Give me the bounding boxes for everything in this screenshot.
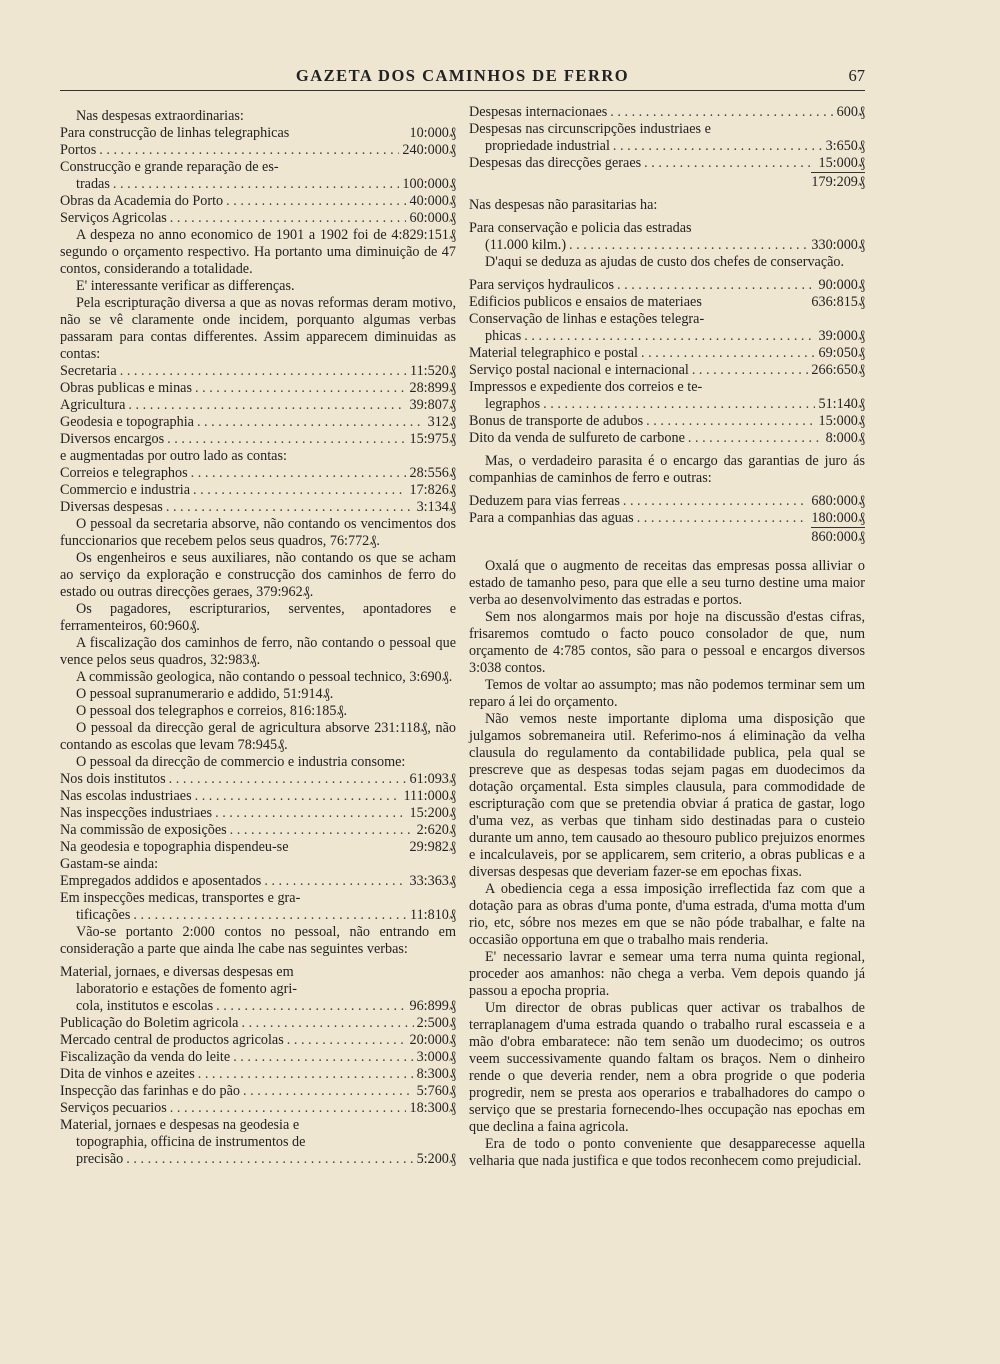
leader-dots	[610, 104, 833, 121]
total-value: 860:000₰	[811, 529, 865, 545]
page-number: 67	[848, 66, 865, 85]
leader-dots	[226, 193, 406, 210]
decreased-accounts-list	[60, 363, 456, 448]
leader-dots	[195, 380, 406, 397]
paragraph: Um director de obras publicas quer activar os trabalhos de terraplanagem d'uma estrada quando o trabalho rural escasseia e a mão d'obra embaratece: não tem senão um duodecimo; os outros veem successivamente quando faltam os braços. Nem o dinheiro rende o que deveria render, nem a obra progride o que poderia progredir, nem se presta aos operarios e trabalhadores do campo o serviço que se prestaria fornecendo-lhes occupação nas epochas em que declina a faina agricola.	[469, 1000, 865, 1135]
ledger-row	[469, 121, 865, 138]
paragraph: Mas, o verdadeiro parasita é o encargo das garantias de juro ás companhias de caminhos de ferro e outras:	[469, 453, 865, 486]
ledger-amount: 180:000₰	[811, 510, 865, 526]
paragraph: O pessoal dos telegraphos e correios, 816:185₰.	[76, 703, 348, 719]
paragraph: E' interessante verificar as differenças.	[76, 278, 295, 294]
paragraph: e augmentadas por outro lado as contas:	[60, 448, 287, 464]
ledger-amount: 5:200₰	[416, 1151, 456, 1167]
ledger-row	[469, 237, 865, 254]
ledger-label: Nos dois institutos	[60, 771, 166, 787]
non-parasitic-list-1	[469, 220, 865, 254]
paragraph: Era de todo o ponto conveniente que desapparecesse aquella velharia que nada justifica e que todos reconhecem como prejudicial.	[469, 1136, 865, 1169]
leader-dots	[613, 138, 823, 155]
ledger-label: Serviço postal nacional e internacional	[469, 362, 689, 378]
ledger-row	[60, 159, 456, 176]
leader-dots	[99, 142, 399, 159]
leader-dots	[126, 1151, 413, 1168]
leader-dots	[198, 1066, 414, 1083]
ledger-label: Obras publicas e minas	[60, 380, 192, 396]
leader-dots	[688, 430, 823, 447]
ledger-label: Inspecção das farinhas e do pão	[60, 1083, 241, 1099]
ledger-row	[60, 1015, 456, 1032]
ledger-row	[60, 788, 456, 805]
right-column	[469, 104, 865, 1170]
ledger-row	[469, 138, 865, 155]
left-column	[60, 108, 456, 1168]
ledger-amount: 15:975₰	[409, 431, 456, 447]
ledger-amount: 3:650₰	[825, 138, 865, 154]
leader-dots	[646, 413, 815, 430]
ledger-amount: 28:899₰	[409, 380, 456, 396]
ledger-amount: 69:050₰	[818, 345, 865, 361]
leader-dots	[264, 873, 406, 890]
ledger-amount: 33:363₰	[409, 873, 456, 889]
leader-dots	[524, 328, 815, 345]
leader-dots	[230, 822, 414, 839]
ledger-row	[469, 220, 865, 237]
ledger-label: Para construcção de linhas telegraphicas	[60, 125, 290, 141]
ledger-row	[60, 125, 456, 142]
leader-dots	[169, 771, 407, 788]
ledger-row	[60, 1083, 456, 1100]
ledger-label: Despesas internacionaes	[469, 104, 608, 120]
ledger-row	[469, 362, 865, 379]
paragraph: Os pagadores, escripturarios, serventes, apontadores e ferramenteiros, 60:960₰.	[60, 601, 456, 634]
paragraph: Vão-se portanto 2:000 contos no pessoal, não entrando em consideração a parte que ainda lhe cabe nas seguintes verbas:	[60, 924, 456, 957]
ledger-row	[469, 413, 865, 430]
ledger-row	[60, 822, 456, 839]
leader-dots	[133, 907, 407, 924]
ledger-label: Em inspecções medicas, transportes e gra-	[60, 890, 301, 906]
leader-dots	[197, 414, 425, 431]
ledger-label: Diversos encargos	[60, 431, 165, 447]
ledger-amount: 2:500₰	[416, 1015, 456, 1031]
leader-dots	[641, 345, 815, 362]
paragraph: E' necessario lavrar e semear uma terra numa quinta regional, proceder aos amanhos: não chega a verba. Vem depois quando já passou a epocha propria.	[469, 949, 865, 999]
ledger-amount: 18:300₰	[409, 1100, 456, 1116]
ledger-row	[60, 176, 456, 193]
ledger-row	[60, 805, 456, 822]
ledger-label: Serviços Agricolas	[60, 210, 167, 226]
ledger-label: Para serviços hydraulicos	[469, 277, 614, 293]
guarantees-list	[469, 493, 865, 527]
ledger-row	[60, 1134, 456, 1151]
ledger-row	[469, 396, 865, 413]
ledger-row	[60, 465, 456, 482]
ledger-label: Bonus de transporte de adubos	[469, 413, 644, 429]
ledger-row	[60, 998, 456, 1015]
paragraph: O pessoal da direcção geral de agricultura absorve 231:118₰, não contando as escolas que levam 78:945₰.	[60, 720, 456, 753]
ledger-amount: 61:093₰	[409, 771, 456, 787]
paragraph: O pessoal supranumerario e addido, 51:914₰.	[76, 686, 334, 702]
ledger-label: Geodesia e topographia	[60, 414, 194, 430]
ledger-amount: 5:760₰	[416, 1083, 456, 1099]
ledger-row	[469, 510, 865, 527]
ledger-label: Material, jornaes e despesas na geodesia e	[60, 1117, 300, 1133]
leader-dots	[128, 397, 406, 414]
ledger-amount: 600₰	[836, 104, 865, 120]
ledger-row	[469, 155, 865, 172]
ledger-label: Fiscalização da venda do leite	[60, 1049, 231, 1065]
ledger-amount: 11:810₰	[410, 907, 456, 923]
ledger-row	[60, 210, 456, 227]
ledger-label: propriedade industrial	[485, 138, 610, 154]
ledger-label: Obras da Academia do Porto	[60, 193, 224, 209]
ledger-row	[469, 345, 865, 362]
ledger-label: precisão	[76, 1151, 124, 1167]
ledger-row	[60, 499, 456, 516]
ledger-row	[469, 277, 865, 294]
leader-dots	[215, 805, 406, 822]
header-rule	[60, 90, 865, 91]
ledger-row	[60, 414, 456, 431]
paragraph: A fiscalização dos caminhos de ferro, não contando o pessoal que vence pelos seus quadros, 32:983₰.	[60, 635, 456, 668]
page-header	[60, 66, 865, 88]
leader-dots	[191, 465, 407, 482]
paragraph: Temos de voltar ao assumpto; mas não podemos terminar sem um reparo á lei do orçamento.	[469, 677, 865, 710]
ledger-label: Impressos e expediente dos correios e te-	[469, 379, 703, 395]
non-parasitic-list-2	[469, 277, 865, 447]
total-line	[469, 172, 865, 191]
ledger-amount: 20:000₰	[409, 1032, 456, 1048]
ledger-label: Material, jornaes, e diversas despesas em	[60, 964, 294, 980]
ledger-label: phicas	[485, 328, 522, 344]
ledger-amount: 15:200₰	[409, 805, 456, 821]
ledger-label: Nas escolas industriaes	[60, 788, 192, 804]
ledger-row	[60, 1100, 456, 1117]
ledger-amount: 15:000₰	[818, 413, 865, 429]
ledger-label: Para conservação e policia das estradas	[469, 220, 692, 236]
ledger-amount: 2:620₰	[416, 822, 456, 838]
leader-dots	[692, 362, 809, 379]
increased-accounts-list	[60, 465, 456, 516]
ledger-amount: 680:000₰	[811, 493, 865, 509]
ledger-row	[60, 1066, 456, 1083]
ledger-label: Construcção e grande reparação de es-	[60, 159, 279, 175]
ledger-amount: 8:000₰	[825, 430, 865, 446]
ledger-label: (11.000 kilm.)	[485, 237, 567, 253]
ledger-amount: 10:000₰	[409, 125, 456, 141]
leader-dots	[113, 176, 400, 193]
page-title: GAZETA DOS CAMINHOS DE FERRO	[295, 66, 630, 85]
ledger-row	[60, 380, 456, 397]
ledger-row	[60, 907, 456, 924]
ledger-amount: 40:000₰	[409, 193, 456, 209]
ledger-label: Dito da venda de sulfureto de carbone	[469, 430, 685, 446]
ledger-row	[469, 379, 865, 396]
ledger-row	[60, 1117, 456, 1134]
ledger-label: Empregados addidos e aposentados	[60, 873, 262, 889]
leader-dots	[216, 998, 406, 1015]
leader-dots	[617, 277, 815, 294]
ledger-label: Despesas nas circunscripções industriaes e	[469, 121, 711, 137]
paragraph: A obediencia cega a essa imposição irreflectida faz com que a dotação para as obras d'uma ponte, d'uma estrada, d'uma motta d'um rio, etc, sóbre nos mezes em que se não póde trabalhar, e falte na occasião opportuna em que o trabalho mais renderia.	[469, 881, 865, 948]
ledger-amount: 39:000₰	[818, 328, 865, 344]
top-expenses-list	[469, 104, 865, 172]
leader-dots	[120, 363, 407, 380]
ledger-label: Deduzem para vias ferreas	[469, 493, 620, 509]
ledger-label: Nas inspecções industriaes	[60, 805, 213, 821]
ledger-amount: 636:815₰	[811, 294, 865, 310]
ledger-row	[469, 328, 865, 345]
ledger-amount: 17:826₰	[409, 482, 456, 498]
ledger-row	[60, 771, 456, 788]
ledger-label: Na commissão de exposições	[60, 822, 227, 838]
leader-dots	[170, 210, 407, 227]
ledger-label: tificações	[76, 907, 131, 923]
ledger-amount: 240:000₰	[402, 142, 456, 158]
intro-heading: Nas despesas extraordinarias:	[76, 108, 244, 124]
ledger-amount: 39:807₰	[409, 397, 456, 413]
ledger-label: Portos	[60, 142, 97, 158]
leader-dots	[569, 237, 808, 254]
ledger-label: tradas	[76, 176, 110, 192]
ledger-row	[60, 1049, 456, 1066]
ledger-row	[60, 142, 456, 159]
ledger-amount: 3:134₰	[416, 499, 456, 515]
leader-dots	[637, 510, 809, 527]
ledger-row	[469, 104, 865, 121]
ledger-label: Serviços pecuarios	[60, 1100, 167, 1116]
ledger-row	[60, 890, 456, 907]
ledger-amount: 11:520₰	[410, 363, 456, 379]
paragraph: Oxalá que o augmento de receitas das empresas possa alliviar o estado de tamanho peso, para que elle a seu turno destine uma maior verba ao desenvolvimento das estradas e portos.	[469, 558, 865, 608]
ledger-row	[60, 1151, 456, 1168]
leader-dots	[233, 1049, 413, 1066]
ledger-label: Edificios publicos e ensaios de materiaes	[469, 294, 702, 310]
leader-dots	[241, 1015, 413, 1032]
ledger-row	[60, 873, 456, 890]
ledger-label: legraphos	[485, 396, 541, 412]
ledger-row	[469, 493, 865, 510]
ledger-label: Conservação de linhas e estações telegra-	[469, 311, 705, 327]
ledger-label: Na geodesia e topographia dispendeu-se	[60, 839, 289, 855]
ledger-label: laboratorio e estações de fomento agri-	[76, 981, 297, 997]
ledger-amount: 8:300₰	[416, 1066, 456, 1082]
paragraph: Pela escripturação diversa a que as novas reformas deram motivo, não se vê claramente onde incidem, porquanto algumas verbas passaram para contas differentes. Assim apparecem diminuidas as contas:	[60, 295, 456, 362]
ledger-amount: 15:000₰	[818, 155, 865, 171]
leader-dots	[623, 493, 809, 510]
leader-dots	[644, 155, 815, 172]
ledger-row	[60, 839, 456, 856]
paragraph: A despeza no anno economico de 1901 a 1902 foi de 4:829:151₰ segundo o orçamento respectivo. Ha portanto uma diminuição de 47 contos, considerando a totalidade.	[60, 227, 456, 277]
ledger-amount: 111:000₰	[403, 788, 456, 804]
leader-dots	[166, 499, 414, 516]
leader-dots	[167, 431, 406, 448]
extra-expenses-list	[60, 125, 456, 227]
total-value: 179:209₰	[811, 174, 865, 190]
ledger-amount: 330:000₰	[811, 237, 865, 253]
ledger-row	[469, 430, 865, 447]
ledger-label: Gastam-se ainda:	[60, 856, 159, 872]
leader-dots	[193, 482, 406, 499]
ledger-label: Diversas despesas	[60, 499, 163, 515]
ledger-amount: 29:982₰	[409, 839, 456, 855]
other-items-list	[60, 964, 456, 1168]
ledger-amount: 28:556₰	[409, 465, 456, 481]
ledger-row	[60, 431, 456, 448]
ledger-label: Commercio e industria	[60, 482, 191, 498]
ledger-label: Secretaria	[60, 363, 117, 379]
ledger-row	[60, 964, 456, 981]
ledger-amount: 100:000₰	[402, 176, 456, 192]
ledger-amount: 90:000₰	[818, 277, 865, 293]
paragraph: O pessoal da direcção de commercio e industria consome:	[76, 754, 406, 770]
ledger-label: cola, institutos e escolas	[76, 998, 214, 1014]
ledger-row	[60, 1032, 456, 1049]
ledger-label: topographia, officina de instrumentos de	[76, 1134, 306, 1150]
ledger-label: Despesas das direcções geraes	[469, 155, 642, 171]
ledger-row	[60, 482, 456, 499]
paragraph: Não vemos neste importante diploma uma disposição que julgamos sobremaneira util. Referimo-nos á eliminação da velha clausula do regulamento da contabilidade publica, pela qual se prescreve que as despesas todas sejam pagas em duodecimos da dotação orçamental. Esta simples clausula, para commodidade de escripturação com que se pretendia obviar á pratica de gastar, logo d'uma vez, as verbas que tinham sido destinadas para o custeio durante um anno, tem causado ao thesouro publico prejuizos enormes e incalculaveis, por se applicarem, sem criterio, a obras publicas e a diversas despesas que deveriam fazer-se em epochas fixas.	[469, 711, 865, 880]
ledger-row	[60, 856, 456, 873]
ledger-label: Mercado central de productos agricolas	[60, 1032, 284, 1048]
paragraph: O pessoal da secretaria absorve, não contando os vencimentos dos funccionarios que recebem pelos seus quadros, 76:772₰.	[60, 516, 456, 549]
leader-dots	[287, 1032, 407, 1049]
ledger-row	[60, 981, 456, 998]
leader-dots	[543, 396, 815, 413]
ledger-row	[60, 193, 456, 210]
ledger-row	[469, 311, 865, 328]
ledger-label: Agricultura	[60, 397, 126, 413]
paragraph: Os engenheiros e seus auxiliares, não contando os que se acham ao serviço da exploração e construcção dos caminhos de ferro do estado ou outras direcções geraes, 379:962₰.	[60, 550, 456, 600]
ledger-row	[60, 397, 456, 414]
paragraph: D'aqui se deduza as ajudas de custo dos chefes de conservação.	[485, 254, 845, 270]
ledger-amount: 51:140₰	[818, 396, 865, 412]
leader-dots	[170, 1100, 407, 1117]
ledger-amount: 60:000₰	[409, 210, 456, 226]
leader-dots	[243, 1083, 414, 1100]
ledger-row	[469, 294, 865, 311]
ledger-amount: 266:650₰	[811, 362, 865, 378]
ledger-amount: 3:000₰	[416, 1049, 456, 1065]
ledger-label: Para a companhias das aguas	[469, 510, 634, 526]
commerce-industry-list	[60, 771, 456, 924]
closing-paragraphs	[469, 558, 865, 1170]
section-heading: Nas despesas não parasitarias ha:	[469, 197, 658, 213]
ledger-label: Dita de vinhos e azeites	[60, 1066, 195, 1082]
ledger-label: Correios e telegraphos	[60, 465, 188, 481]
paragraph: A commissão geologica, não contando o pessoal technico, 3:690₰.	[76, 669, 453, 685]
paragraph: Sem nos alongarmos mais por hoje na discussão d'estas cifras, frisaremos comtudo o facto pouco consolador de que, num orçamento de 4:785 contos, são para o pessoal e encargos diversos 3:038 contos.	[469, 609, 865, 676]
ledger-label: Material telegraphico e postal	[469, 345, 638, 361]
ledger-amount: 312₰	[427, 414, 456, 430]
leader-dots	[195, 788, 401, 805]
ledger-row	[60, 363, 456, 380]
ledger-amount: 96:899₰	[409, 998, 456, 1014]
ledger-label: Publicação do Boletim agricola	[60, 1015, 239, 1031]
total-line	[469, 527, 865, 546]
personnel-paragraphs	[60, 516, 456, 771]
